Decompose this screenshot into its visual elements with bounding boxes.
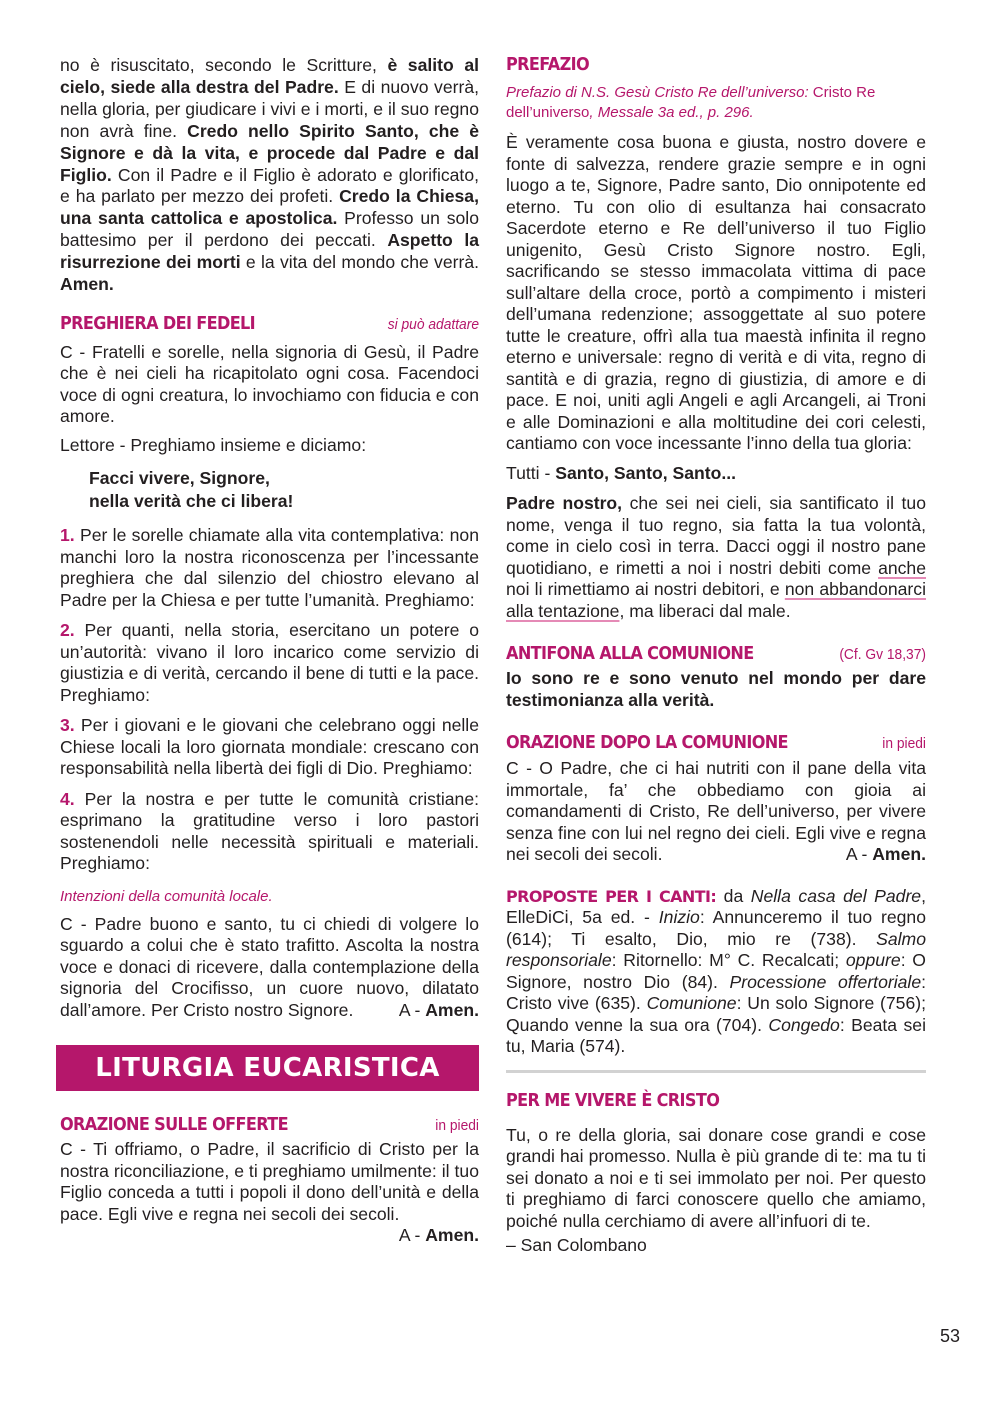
page-number: 53 xyxy=(940,1326,961,1346)
right-column xyxy=(506,55,926,1257)
section-divider xyxy=(506,1070,926,1073)
dopo-note: in piedi xyxy=(882,735,927,752)
fedeli-closing: C - Padre buono e santo, tu ci chiedi di volgere lo sguardo a colui che è stato trafitto. Ascolta la nostra voce e donaci di ricevere, dalla contemplazione della signoria del Crocifisso, un cuore nuovo, dilatato dall’amore. Per Cristo nostro Signore. A - Amen. xyxy=(60,913,479,1020)
fedeli-title: PREGHIERA DEI FEDELI xyxy=(60,313,256,334)
response-line-2: nella verità che ci libera! xyxy=(89,491,294,512)
offerte-note: in piedi xyxy=(435,1117,480,1135)
antifona-note: (Cf. Gv 18,37) xyxy=(839,646,927,663)
antifona-title: ANTIFONA ALLA COMUNIONE xyxy=(506,644,754,664)
dopo-heading xyxy=(506,733,926,753)
offerte-amen: A - Amen. xyxy=(398,1225,479,1246)
fedeli-response xyxy=(60,467,479,513)
fedeli-lettore: Lettore - Preghiamo insieme e diciamo: xyxy=(60,434,367,455)
fedeli-rubric: Intenzioni della comunità locale. xyxy=(60,887,273,905)
fedeli-amen: A - Amen. xyxy=(398,999,479,1020)
section-banner: LITURGIA EUCARISTICA xyxy=(56,1045,479,1091)
intention-1: 1. Per le sorelle chiamate alla vita contemplativa: non manchi loro la nostra riconoscenza per l’incessante preghiera che dal silenzio del chiostro elevano al Padre per la Chiesa e per tutte l’umanità. Preghiamo: xyxy=(60,525,479,610)
canti-text: PROPOSTE PER I CANTI: da Nella casa del Padre, ElleDiCi, 5a ed. - Inizio: Annunceremo il tuo regno (614); Ti esalto, Dio, mio re (738). Salmo responsoriale: Ritornello: M° C. Recalcati; oppure: O Signore, nostro Dio (84). Processione offertoriale: Cristo vive (635). Comunione: Un solo Signore (756); Quando venne la sua ora (704). Congedo: Beata sei tu, Maria (574). xyxy=(506,885,926,1056)
antifona-text: Io sono re e sono venuto nel mondo per dare testimonianza alla verità. xyxy=(506,668,926,710)
prefazio-text: È veramente cosa buona e giusta, nostro dovere e fonte di salvezza, rendere grazie sempre e in ogni luogo a te, Signore, Padre santo, Dio onnipotente ed eterno. Tu con olio di esultanza hai consacrato Sacerdote eterno e Re dell’universo il tuo Figlio unigenito, Gesù Cristo Signore nostro. Egli, sacrificando se stesso immacolata vittima di pace sull’altare della croce, portò a compimento i misteri dell’umana redenzione; assoggettate al suo potere tutte le creature, offrì alla tua maestà infinita il regno eterno e universale: regno di verità e di vita, regno di santità e di grazia, regno di giustizia, di amore e di pace. E noi, uniti agli Angeli e agli Arcangeli, ai Troni e alle Dominazioni e alla moltitudine dei cori celesti, cantiamo con voce incessante l’inno della tua gloria: xyxy=(506,132,926,453)
intention-4: 4. Per la nostra e per tutte le comunità cristiane: esprimano la gratitudine verso i loro pastori sostenendoli nelle necessità spirituali e materiali. Preghiamo: xyxy=(60,788,479,874)
offerte-text: C - Ti offriamo, o Padre, il sacrificio di Cristo per la nostra riconciliazione, e ti preghiamo umilmente: il tuo Figlio conceda a tutti i popoli il dono dell’unità e della pace. Egli vive e regna nei secoli dei secoli. A - Amen. xyxy=(60,1139,479,1246)
fedeli-intro: C - Fratelli e sorelle, nella signoria di Gesù, il Padre che è nei cieli ha ricapitolato ogni cosa. Facendoci voce di ogni creatura, lo invochiamo con fiducia e con amore. xyxy=(60,341,479,427)
dopo-title: ORAZIONE DOPO LA COMUNIONE xyxy=(506,733,788,753)
intention-2: 2. Per quanti, nella storia, esercitano un potere o un’autorità: vivano il loro incarico come servizio di giustizia e di verità, cercando il bene di tutti e la pace. Preghiamo: xyxy=(60,620,479,705)
response-line-1: Facci vivere, Signore, xyxy=(89,468,270,489)
dopo-amen: A - Amen. xyxy=(845,844,926,864)
vivere-text: Tu, o re della gloria, sai donare cose grandi e cose grandi hai promesso. Nulla è più grande di te: ma tu ti sei donato a noi e ti sei immolato per noi. Per questo ti preghiamo di farci conoscere quello che amiamo, poiché nulla cerchiamo di avere all’infuori di te. xyxy=(506,1124,926,1231)
offerte-heading xyxy=(60,1115,479,1135)
padre-nostro-text: Padre nostro, che sei nei cieli, sia santificato il tuo nome, venga il tuo regno, sia fatta la tua volontà, come in cielo così in terra. Dacci oggi il nostro pane quotidiano, e rimetti a noi i nostri debiti come anche noi li rimettiamo ai nostri debitori, e non abbandonarci alla tentazione, ma liberaci dal male. xyxy=(506,493,927,621)
vivere-heading xyxy=(506,1091,926,1111)
left-column xyxy=(60,55,479,1247)
vivere-author: – San Colombano xyxy=(506,1235,647,1255)
fedeli-note: si può adattare xyxy=(387,315,480,333)
fedeli-heading xyxy=(60,314,479,334)
credo-text: no è risuscitato, secondo le Scritture, è salito al cielo, siede alla destra del Padre. E di nuovo verrà, nella gloria, per giudicare i vivi e i morti, e il suo regno non avrà fine. Credo nello Spirito Santo, che è Signore e dà la vita, e procede dal Padre e dal Figlio. Con il Padre e il Figlio è adorato e glorificato, e ha parlato per mezzo dei profeti. Credo la Chiesa, una santa cattolica e apostolica. Professo un solo battesimo per il perdono dei peccati. Aspetto la risurrezione dei morti e la vita del mondo che verrà. Amen. xyxy=(60,55,480,295)
prefazio-title: PREFAZIO xyxy=(506,55,590,75)
dopo-text: C - O Padre, che ci hai nutriti con il pane della vita immortale, fa’ che obbediamo con gioia ai comandamenti di Cristo, Re dell’universo, per vivere senza fine con lui nel regno dei cieli. Egli vive e regna nei secoli dei secoli. A - Amen. xyxy=(506,758,926,864)
intention-3: 3. Per i giovani e le giovani che celebrano oggi nelle Chiese locali la loro giornata mondiale: crescano con responsabilità nella libertà dei figli di Dio. Preghiamo: xyxy=(60,715,479,779)
prefazio-heading xyxy=(506,55,926,75)
prefazio-tutti: Tutti - Santo, Santo, Santo... xyxy=(506,462,737,483)
offerte-title: ORAZIONE SULLE OFFERTE xyxy=(60,1115,288,1136)
vivere-title: PER ME VIVERE È CRISTO xyxy=(506,1090,720,1111)
prefazio-reference: Prefazio di N.S. Gesù Cristo Re dell’universo: Cristo Re dell’universo, Messale 3a ed., p. 296. xyxy=(506,84,876,121)
antifona-heading xyxy=(506,644,926,664)
canti-title: PROPOSTE PER I CANTI: xyxy=(506,886,717,906)
